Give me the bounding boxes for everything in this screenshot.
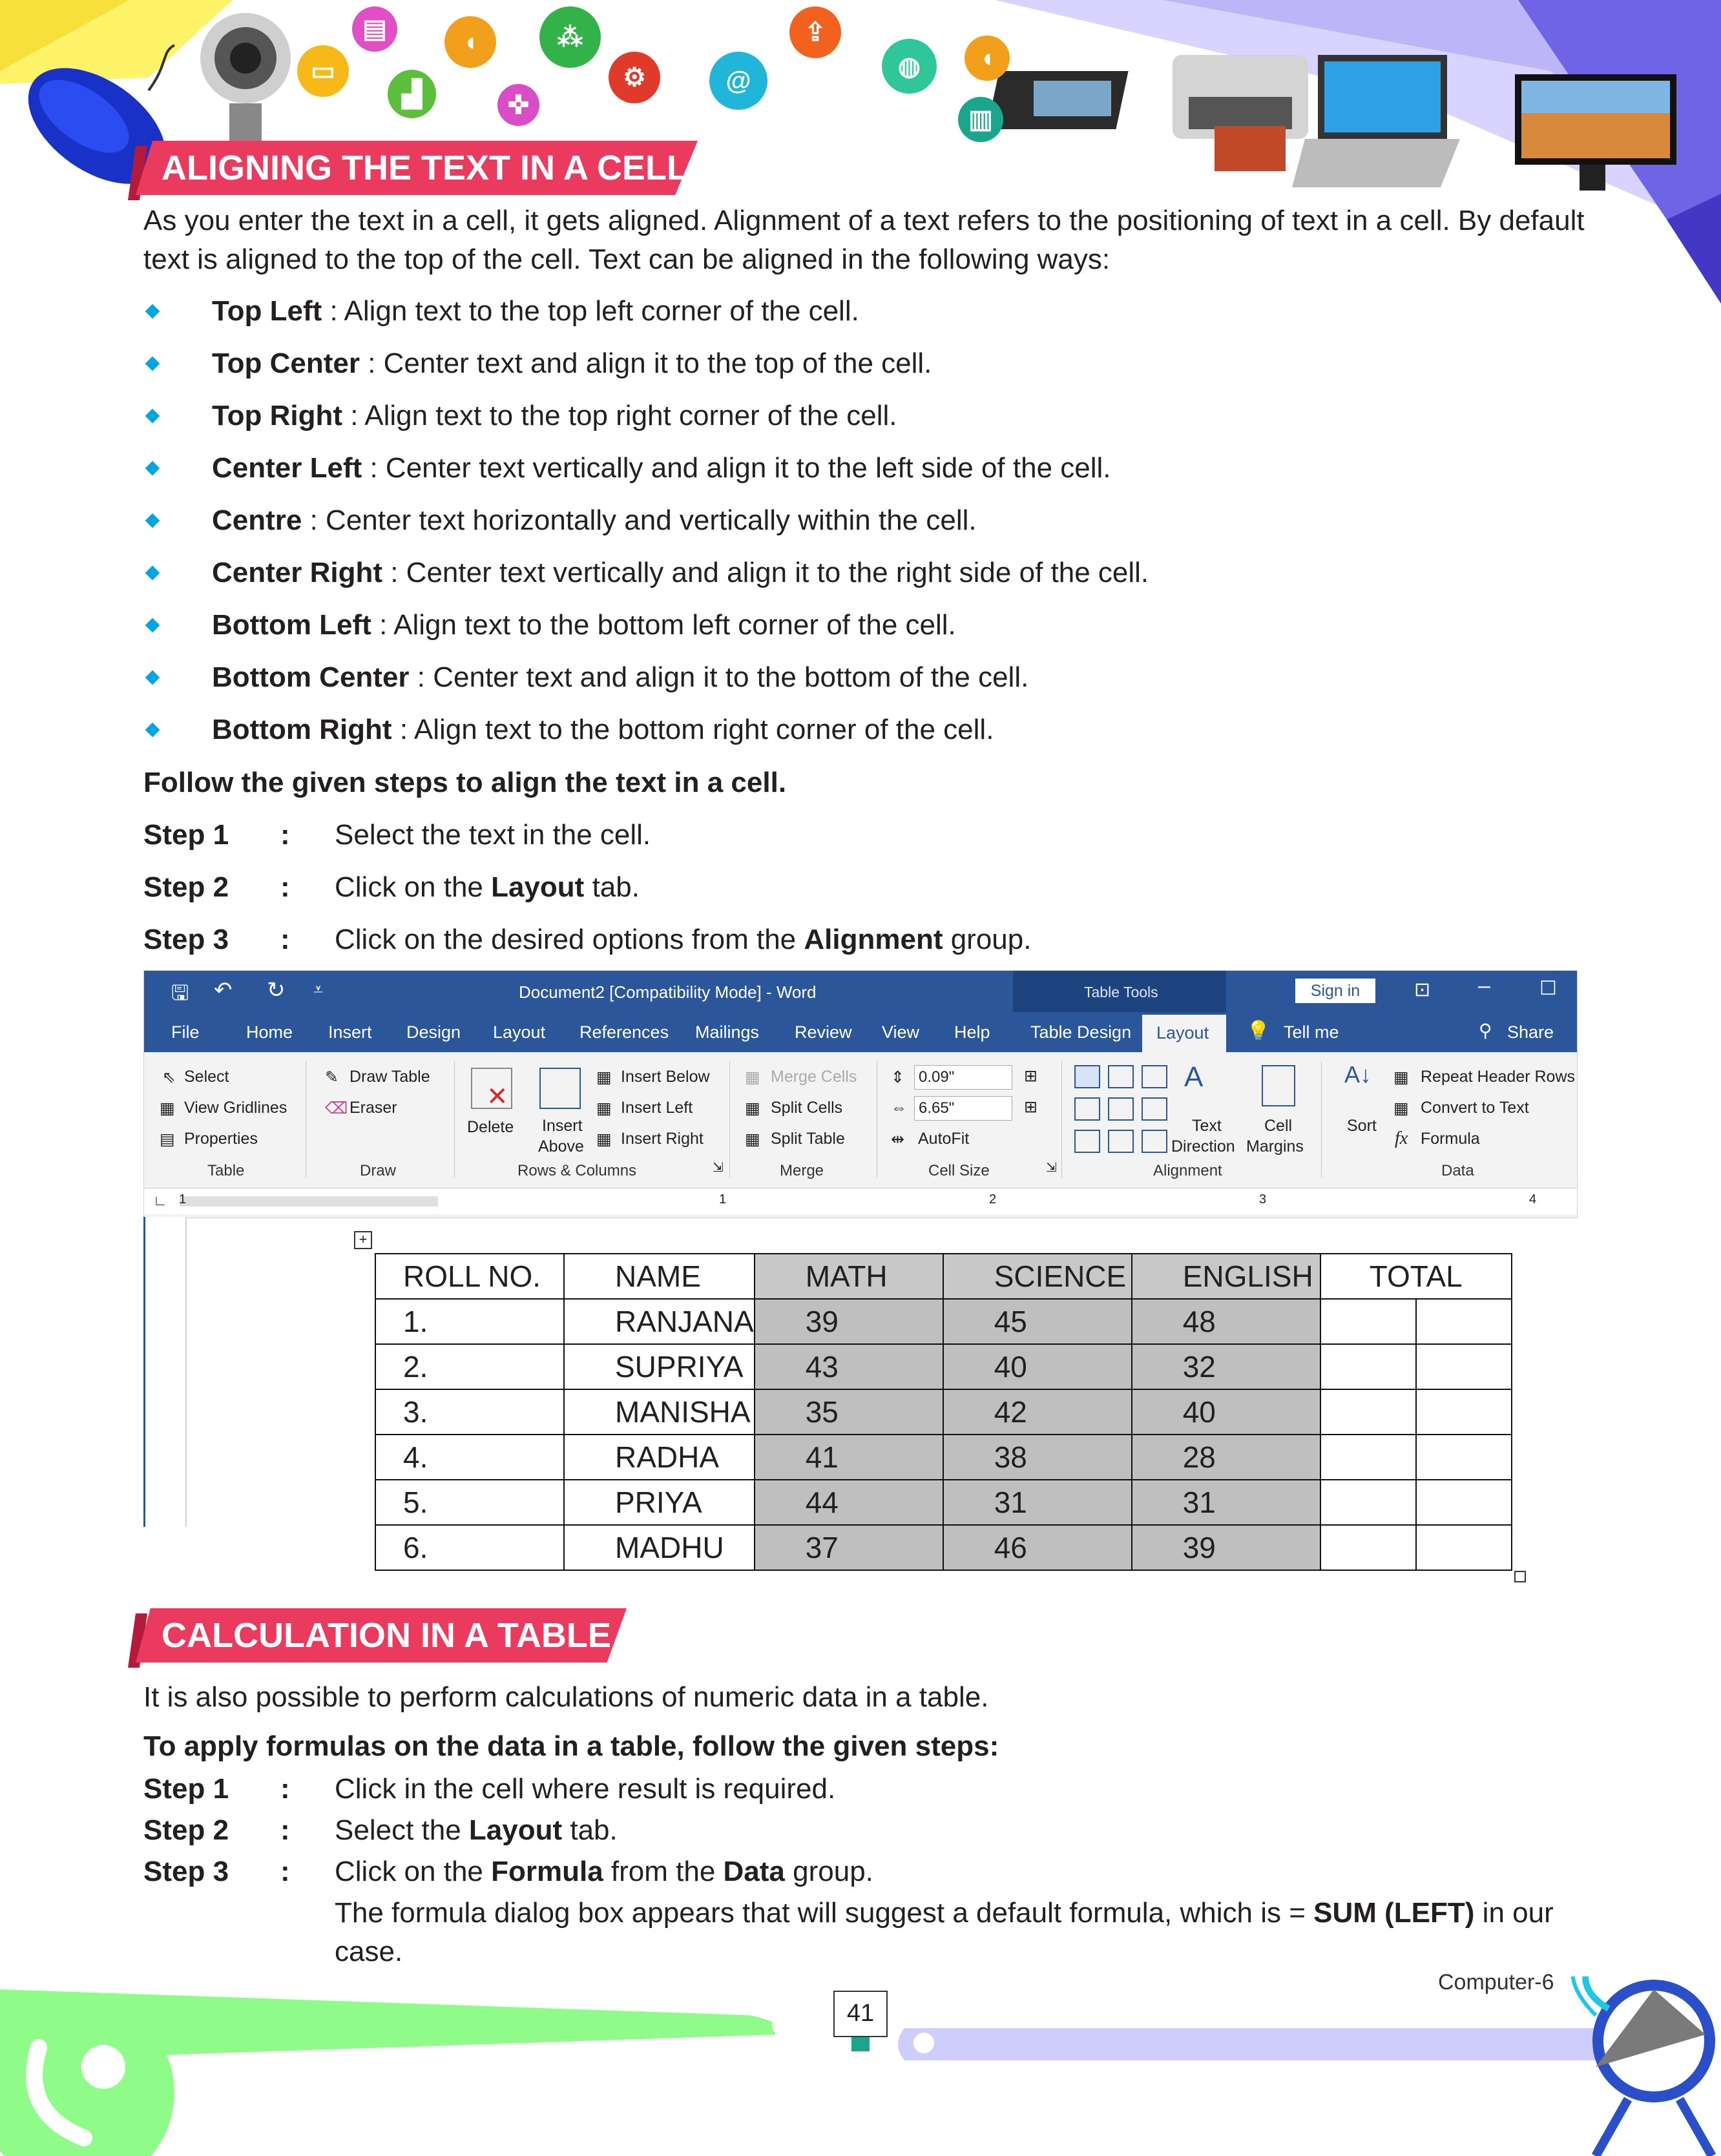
- cell-total-extra[interactable]: [1416, 1389, 1512, 1435]
- cell-science[interactable]: 42: [943, 1389, 1132, 1435]
- insert-right-icon: ▦: [596, 1130, 612, 1148]
- mouse-bubble-icon: ◖: [444, 16, 496, 68]
- cell-total[interactable]: [1320, 1344, 1416, 1389]
- row-height-input[interactable]: [914, 1065, 1012, 1090]
- rows-columns-group-label: Rows & Columns: [517, 1162, 637, 1179]
- word-title-bar: [144, 971, 1577, 1012]
- bullet-diamond-icon: [145, 304, 160, 319]
- graph-icon: ▥: [958, 97, 1003, 142]
- ruler-mark: 1: [719, 1192, 727, 1207]
- cell-name[interactable]: RADHA: [564, 1435, 755, 1480]
- convert-to-text-icon: ▦: [1393, 1099, 1409, 1117]
- tab-file[interactable]: File: [171, 1022, 200, 1042]
- table-row: [375, 1299, 1512, 1344]
- cell-margins-icon[interactable]: [1262, 1065, 1295, 1106]
- align-bottom-left-icon[interactable]: [1074, 1130, 1100, 1153]
- network-icon: ⁂: [539, 6, 601, 68]
- cell-name[interactable]: MANISHA: [564, 1389, 755, 1435]
- bullet-diamond-icon: [145, 409, 160, 424]
- align-top-right-icon[interactable]: [1142, 1065, 1167, 1088]
- cell-english[interactable]: 48: [1132, 1299, 1320, 1344]
- calculation-steps-heading: To apply formulas on the data in a table, follow the given steps:: [143, 1730, 999, 1762]
- insert-left-button[interactable]: Insert Left: [621, 1099, 693, 1117]
- cell-total-extra[interactable]: [1416, 1344, 1512, 1389]
- cell-math[interactable]: 37: [755, 1525, 943, 1570]
- tab-mailings[interactable]: Mailings: [695, 1022, 760, 1042]
- cell-science[interactable]: 40: [943, 1344, 1132, 1389]
- insert-above-label-1[interactable]: Insert: [542, 1117, 583, 1135]
- split-cells-icon: ▦: [745, 1099, 760, 1117]
- bullet-diamond-icon: [145, 461, 160, 476]
- tab-insert[interactable]: Insert: [328, 1022, 372, 1042]
- select-icon: ⇖: [162, 1068, 176, 1086]
- select-button[interactable]: Select: [184, 1068, 229, 1086]
- tab-table-layout[interactable]: [1142, 1015, 1226, 1052]
- draw-group-label: Draw: [360, 1162, 397, 1179]
- cell-math[interactable]: 43: [755, 1344, 943, 1389]
- horizontal-ruler: [144, 1188, 1577, 1214]
- cell-total[interactable]: [1320, 1389, 1416, 1435]
- ruler-mark: 2: [989, 1192, 997, 1207]
- formula-icon: fx: [1395, 1128, 1408, 1148]
- maximize-icon[interactable]: ☐: [1539, 978, 1557, 999]
- align-top-left-icon[interactable]: [1074, 1065, 1100, 1088]
- marks-table: [375, 1253, 1512, 1571]
- properties-button[interactable]: Properties: [184, 1130, 258, 1148]
- option-term: Center Left: [212, 452, 362, 484]
- header-roll-no[interactable]: ROLL NO.: [375, 1254, 564, 1299]
- autofit-icon: ⇹: [891, 1130, 904, 1148]
- cell-roll[interactable]: 1.: [375, 1299, 564, 1344]
- document-title: Document2 [Compatibility Mode] - Word: [519, 982, 817, 1002]
- bullet-diamond-icon: [145, 513, 160, 528]
- draw-table-button[interactable]: Draw Table: [349, 1068, 430, 1086]
- word-menu-bar: [144, 1012, 1577, 1052]
- header-total[interactable]: TOTAL: [1320, 1254, 1512, 1299]
- book-name: Computer-6: [1438, 1970, 1554, 1995]
- tab-references[interactable]: References: [579, 1022, 669, 1042]
- cell-total[interactable]: [1320, 1435, 1416, 1480]
- calculation-intro: It is also possible to perform calculations of numeric data in a table.: [143, 1681, 989, 1713]
- repeat-header-rows-button[interactable]: Repeat Header Rows: [1421, 1068, 1576, 1086]
- cell-roll[interactable]: 4.: [375, 1435, 564, 1480]
- section-heading-calculation: CALCULATION IN A TABLE: [136, 1608, 627, 1663]
- cell-math[interactable]: 39: [755, 1299, 943, 1344]
- text-direction-icon: A: [1184, 1061, 1204, 1093]
- tab-view[interactable]: View: [882, 1022, 920, 1042]
- row-height-icon: ⇕: [891, 1068, 904, 1086]
- option-description: : Center text vertically and align it to the right side of the cell.: [382, 557, 1149, 588]
- vertical-ruler: [143, 1217, 187, 1527]
- cell-science[interactable]: 38: [943, 1435, 1132, 1480]
- draw-table-icon: ✎: [325, 1068, 339, 1086]
- formula-button[interactable]: Formula: [1421, 1130, 1480, 1148]
- ruler-mark: 4: [1529, 1192, 1537, 1207]
- monitor-icon: ▭: [297, 45, 349, 97]
- cell-math[interactable]: 41: [755, 1435, 943, 1480]
- cell-margins-label-2[interactable]: Margins: [1246, 1137, 1304, 1156]
- option-term: Centre: [212, 504, 302, 536]
- at-icon: @: [709, 52, 767, 110]
- split-table-button[interactable]: Split Table: [771, 1130, 845, 1148]
- cell-english[interactable]: 31: [1132, 1480, 1320, 1525]
- folder-icon: ▤: [352, 6, 397, 52]
- merge-cells-button[interactable]: Merge Cells: [771, 1068, 857, 1086]
- table-move-handle-icon[interactable]: +: [354, 1231, 372, 1249]
- cell-size-launcher-icon[interactable]: ⇲: [1046, 1161, 1057, 1175]
- table-row: [375, 1525, 1512, 1570]
- header-science[interactable]: SCIENCE: [943, 1254, 1132, 1299]
- tab-home[interactable]: Home: [246, 1022, 293, 1042]
- header-english[interactable]: ENGLISH: [1132, 1254, 1320, 1299]
- page-number: 41: [846, 2000, 875, 2027]
- tab-selector-icon[interactable]: ∟: [153, 1192, 167, 1208]
- tab-layout[interactable]: Layout: [493, 1022, 546, 1042]
- steps-heading: Follow the given steps to align the text in a cell.: [143, 767, 787, 798]
- tab-table-layout-label: Layout: [1156, 1023, 1209, 1042]
- lightbulb-icon: 💡: [1246, 1021, 1271, 1042]
- section-heading-aligning: ALIGNING THE TEXT IN A CELL: [136, 141, 698, 195]
- gridlines-icon: ▦: [160, 1099, 175, 1117]
- option-term: Bottom Right: [212, 714, 392, 745]
- cell-math[interactable]: 44: [755, 1480, 943, 1525]
- bullet-diamond-icon: [145, 618, 160, 633]
- cell-total[interactable]: [1320, 1299, 1416, 1344]
- cell-roll[interactable]: 5.: [375, 1480, 564, 1525]
- page-stand-icon: [851, 2037, 870, 2051]
- column-width-input[interactable]: [914, 1096, 1012, 1121]
- tab-help[interactable]: Help: [954, 1022, 990, 1042]
- insert-right-button[interactable]: Insert Right: [621, 1130, 704, 1148]
- cell-science[interactable]: 46: [943, 1525, 1132, 1570]
- cell-total[interactable]: [1320, 1525, 1416, 1570]
- option-description: : Align text to the top right corner of the cell.: [342, 400, 897, 431]
- cell-name[interactable]: RANJANA: [564, 1299, 755, 1344]
- header-math[interactable]: MATH: [755, 1254, 943, 1299]
- insert-above-icon[interactable]: [539, 1068, 581, 1109]
- ribbon-display-icon[interactable]: ⊡: [1414, 979, 1431, 1000]
- tab-review[interactable]: Review: [795, 1022, 852, 1042]
- cell-roll[interactable]: 2.: [375, 1344, 564, 1389]
- tab-design[interactable]: Design: [406, 1022, 461, 1042]
- intro-paragraph: As you enter the text in a cell, it gets aligned. Alignment of a text refers to the positioning of text in a cell. By default text is aligned to the top of the cell. Text can be aligned in the following ways:: [143, 205, 1585, 275]
- minimize-icon[interactable]: –: [1478, 973, 1490, 998]
- insert-below-button[interactable]: Insert Below: [621, 1068, 710, 1086]
- cell-total-extra[interactable]: [1416, 1480, 1512, 1525]
- insert-below-icon: ▦: [596, 1068, 612, 1086]
- eraser-button[interactable]: Eraser: [349, 1099, 397, 1117]
- distribute-columns-icon[interactable]: ⊞: [1024, 1098, 1038, 1116]
- option-term: Bottom Center: [212, 661, 410, 693]
- settings-icon: ⚙: [609, 52, 660, 103]
- convert-to-text-button[interactable]: Convert to Text: [1421, 1099, 1529, 1117]
- bullet-diamond-icon: [145, 357, 160, 371]
- option-description: : Center text horizontally and vertically within the cell.: [302, 504, 977, 536]
- row-height-value: 0.09": [919, 1068, 955, 1086]
- save-icon[interactable]: 🖫: [171, 981, 189, 1004]
- sort-button[interactable]: Sort: [1347, 1117, 1377, 1135]
- table-row: [375, 1344, 1512, 1389]
- option-description: : Align text to the bottom right corner of the cell.: [391, 714, 994, 745]
- option-term: Top Left: [212, 295, 322, 327]
- align-center-icon[interactable]: [1108, 1097, 1134, 1121]
- cell-total-extra[interactable]: [1416, 1435, 1512, 1480]
- ruler-mark: 3: [1259, 1192, 1267, 1207]
- merge-group-label: Merge: [780, 1162, 824, 1179]
- chart-icon: ▟: [388, 70, 436, 118]
- cell-roll[interactable]: 3.: [375, 1389, 564, 1435]
- option-description: : Align text to the top left corner of the cell.: [322, 295, 859, 327]
- cell-english[interactable]: 40: [1132, 1389, 1320, 1435]
- mouse-small-icon: ◖: [965, 36, 1010, 81]
- globe-icon: ◍: [882, 39, 937, 94]
- cell-science[interactable]: 45: [943, 1299, 1132, 1344]
- text-direction-label-1[interactable]: Text: [1192, 1117, 1222, 1135]
- cell-total[interactable]: [1320, 1480, 1416, 1525]
- cell-size-group-label: Cell Size: [928, 1162, 990, 1179]
- autofit-button[interactable]: AutoFit: [918, 1130, 970, 1148]
- align-bottom-center-icon[interactable]: [1108, 1130, 1134, 1153]
- data-group-label: Data: [1441, 1162, 1474, 1179]
- table-row: [375, 1389, 1512, 1435]
- eraser-icon: ⌫: [325, 1099, 348, 1117]
- cell-roll[interactable]: 6.: [375, 1525, 564, 1570]
- insert-above-label-2[interactable]: Above: [538, 1137, 584, 1156]
- option-term: Center Right: [212, 557, 382, 588]
- split-cells-button[interactable]: Split Cells: [771, 1099, 843, 1117]
- page-number-box: [833, 1991, 888, 2037]
- customize-qat-icon[interactable]: ⩡: [313, 980, 324, 999]
- cell-total-extra[interactable]: [1416, 1525, 1512, 1570]
- cell-english[interactable]: 32: [1132, 1344, 1320, 1389]
- ruler-mark: 1: [179, 1192, 187, 1207]
- table-group-label: Table: [207, 1162, 245, 1179]
- bullet-diamond-icon: [145, 670, 160, 685]
- option-description: : Center text and align it to the top of the cell.: [359, 347, 932, 379]
- share-button[interactable]: Share: [1507, 1022, 1554, 1042]
- align-center-left-icon[interactable]: [1074, 1097, 1100, 1121]
- table-tools-label: Table Tools: [1084, 984, 1158, 1000]
- cell-name[interactable]: PRIYA: [564, 1480, 755, 1525]
- bullet-diamond-icon: [145, 566, 160, 581]
- formula-note: The formula dialog box appears that will suggest a default formula, which is = SUM (LEFT) in our case.: [335, 1897, 1554, 1967]
- option-term: Top Center: [212, 347, 360, 379]
- delete-button[interactable]: Delete: [467, 1118, 514, 1136]
- tab-table-design[interactable]: Table Design: [1030, 1022, 1132, 1042]
- table-header-row: [375, 1254, 1512, 1299]
- redo-icon[interactable]: ↻: [267, 978, 286, 1002]
- cell-science[interactable]: 31: [943, 1480, 1132, 1525]
- option-term: Bottom Left: [212, 609, 371, 641]
- delete-x-icon: ✕: [486, 1083, 508, 1111]
- option-term: Top Right: [212, 400, 342, 431]
- option-description: : Center text vertically and align it to the left side of the cell.: [362, 452, 1111, 484]
- cell-name[interactable]: MADHU: [564, 1525, 755, 1570]
- align-top-center-icon[interactable]: [1108, 1065, 1134, 1088]
- merge-cells-icon: ▦: [745, 1068, 760, 1086]
- distribute-rows-icon[interactable]: ⊞: [1024, 1067, 1038, 1085]
- column-width-value: 6.65": [919, 1099, 955, 1117]
- option-description: : Center text and align it to the bottom of the cell.: [409, 661, 1029, 693]
- repeat-header-icon: ▦: [1393, 1068, 1409, 1086]
- table-resize-handle[interactable]: [1514, 1571, 1526, 1582]
- column-width-icon: ⇔: [891, 1099, 907, 1117]
- insert-left-icon: ▦: [596, 1099, 612, 1117]
- align-center-right-icon[interactable]: [1142, 1097, 1167, 1121]
- view-gridlines-button[interactable]: View Gridlines: [184, 1099, 287, 1117]
- word-ribbon-screenshot: [143, 970, 1578, 1218]
- cell-english[interactable]: 28: [1132, 1435, 1320, 1480]
- split-table-icon: ▦: [745, 1130, 760, 1148]
- undo-icon[interactable]: ↶: [214, 978, 233, 1002]
- rows-columns-launcher-icon[interactable]: ⇲: [713, 1161, 724, 1175]
- share-icon: ⚲: [1479, 1021, 1492, 1041]
- alignment-group-label: Alignment: [1153, 1162, 1222, 1179]
- cell-name[interactable]: SUPRIYA: [564, 1344, 755, 1389]
- text-direction-label-2[interactable]: Direction: [1171, 1137, 1235, 1156]
- properties-icon: ▤: [160, 1130, 175, 1148]
- sort-icon: A↓: [1344, 1061, 1372, 1088]
- bullet-diamond-icon: [145, 723, 160, 738]
- header-name[interactable]: NAME: [564, 1254, 755, 1299]
- upload-icon: ⇪: [789, 6, 841, 58]
- align-bottom-right-icon[interactable]: [1142, 1130, 1167, 1153]
- table-row: [375, 1480, 1512, 1525]
- cell-math[interactable]: 35: [755, 1389, 943, 1435]
- tell-me-box[interactable]: Tell me: [1284, 1022, 1339, 1042]
- option-description: : Align text to the bottom left corner of the cell.: [371, 609, 956, 641]
- table-row: [375, 1435, 1512, 1480]
- gamepad-icon: ✜: [497, 84, 539, 126]
- sign-in-button[interactable]: Sign in: [1295, 979, 1375, 1003]
- cell-margins-label-1[interactable]: Cell: [1264, 1117, 1293, 1135]
- cell-total-extra[interactable]: [1416, 1299, 1512, 1344]
- cell-english[interactable]: 39: [1132, 1525, 1320, 1570]
